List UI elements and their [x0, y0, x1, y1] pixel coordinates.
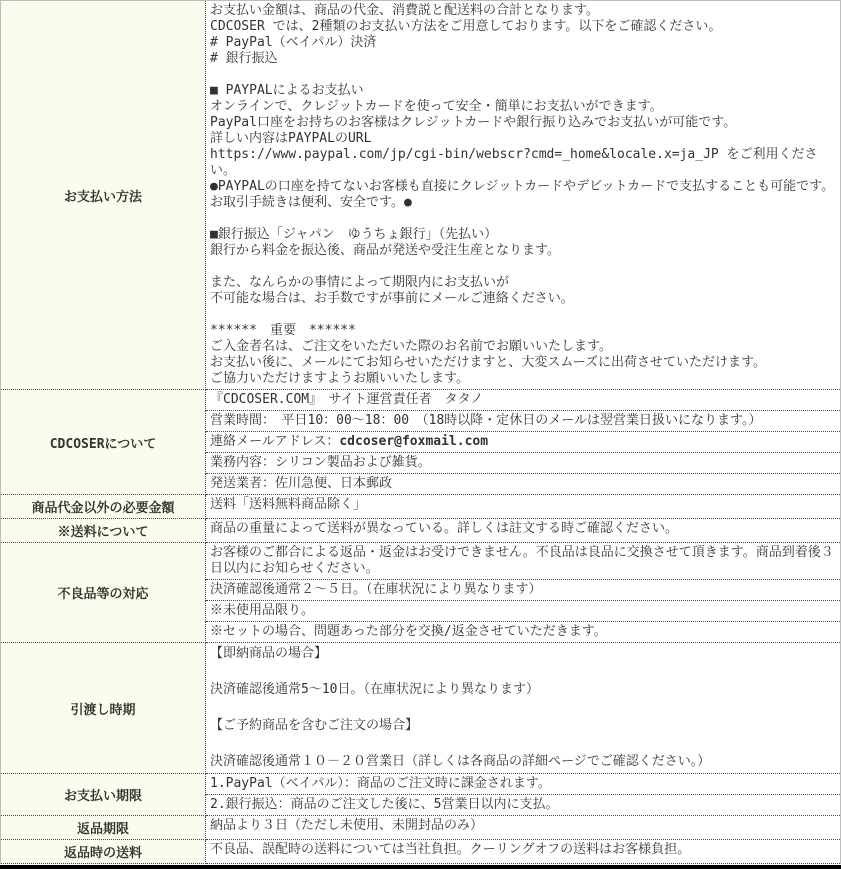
cell-defective-unused-only [206, 601, 841, 622]
text-line: 発送業者：佐川急便、日本郵政 [210, 476, 393, 491]
header-extra-fees: 商品代金以外の必要金額 [1, 495, 206, 519]
text-line: お支払い金額は、商品の代金、消費説と配送料の合計となります。 [210, 3, 599, 18]
text-line [210, 699, 836, 717]
cell-delivery-time [206, 643, 841, 774]
cell-defective-exchange-time [206, 580, 841, 601]
text-line: 銀行から料金を振込後、商品が発送や受注生産となります。 [210, 243, 560, 258]
cell-shipping-carriers [206, 474, 841, 495]
text-line: ご入金者名は、ご注文をいただいた際のお名前でお願いいたします。 [210, 339, 612, 354]
text-line [210, 211, 836, 227]
text-line: 不可能な場合は、お手数ですが事前にメールご連絡ください。 [210, 291, 574, 306]
cell-defective-set-policy [206, 622, 841, 643]
table-row [1, 816, 841, 840]
table-row [1, 1, 841, 390]
header-return-shipping: 返品時の送料 [1, 840, 206, 864]
text-line: 業務内容：シリコン製品および雑貨。 [210, 455, 431, 470]
cell-shipping-note [206, 519, 841, 543]
text-line: ※未使用品限り。 [210, 603, 315, 618]
text-line: ご協力いただけますようお願いいたします。 [210, 371, 469, 386]
text-line: 1.PayPal（ベイパル）：商品のご注文時に課金されます。 [210, 776, 551, 791]
text-line: 決済確認後通常5～10日。（在庫状況により異なります） [210, 682, 539, 697]
header-payment-deadline: お支払い期限 [1, 774, 206, 816]
contact-email-line [210, 434, 836, 450]
text-line: 送料「送料無料商品除く」 [210, 497, 367, 512]
text-line: 【ご予約商品を含むご注文の場合】 [210, 718, 419, 733]
text-line: 詳しい内容はPAYPALのURL [210, 131, 372, 146]
header-payment-method: お支払い方法 [1, 1, 206, 390]
cell-defective-policy [206, 543, 841, 580]
text-line: ■ PAYPALによるお支払い [210, 83, 364, 98]
text-line: お客様のご都合による返品・返金はお受けできません。不良品は良品に交換させて頂きます。商品到着後３日以内にお知らせください。 [210, 545, 834, 576]
text-line: # 銀行振込 [210, 51, 278, 66]
text-line: 商品の重量によって送料が異なっている。詳しくは註文する時ご確認ください。 [210, 521, 679, 536]
text-line [210, 307, 836, 323]
text-line: 決済確認後通常１０－２０営業日（詳しくは各商品の詳細ページでご確認ください。） [210, 754, 711, 769]
text-line: お支払い後に、メールにてお知らせいただけますと、大変スムーズに出荷させていただけます。 [210, 355, 767, 370]
text-line: 2.銀行振込：商品のご注文した後に、5営業日以内に支払。 [210, 797, 559, 812]
text-line [210, 735, 836, 753]
table-row [1, 495, 841, 519]
bottom-divider-bar [0, 865, 841, 869]
text-line: 『CDCOSER.COM』 サイト運営責任者 タタノ [210, 392, 484, 407]
header-delivery-time: 引渡し時期 [1, 643, 206, 774]
text-line [210, 259, 836, 275]
cell-payment-deadline-paypal [206, 774, 841, 795]
header-shipping-note: ※送料について [1, 519, 206, 543]
text-line [210, 663, 836, 681]
text-line: また、なんらかの事情によって期限内にお支払いが [210, 275, 510, 290]
header-return-deadline: 返品期限 [1, 816, 206, 840]
text-line: ■銀行振込「ジャパン ゆうちょ銀行」（先払い） [210, 227, 498, 242]
cell-payment-method [206, 1, 841, 390]
text-line: オンラインで、クレジットカードを使って安全・簡単にお支払いができます。 [210, 99, 663, 114]
table-row [1, 774, 841, 795]
table-row [1, 519, 841, 543]
email-address: cdcoser@foxmail.com [339, 434, 489, 449]
cell-business-content [206, 453, 841, 474]
cell-business-hours [206, 411, 841, 432]
text-line: PayPal口座をお持ちのお客様はクレジットカードや銀行振り込みでお支払いが可能です。 [210, 115, 737, 130]
text-line: 納品より３日（ただし未使用、未開封品のみ） [210, 818, 484, 833]
cell-return-deadline [206, 816, 841, 840]
text-line: CDCOSER では、2種類のお支払い方法をご用意しております。以下をご確認ください。 [210, 19, 722, 34]
table-row [1, 543, 841, 580]
table-row [1, 643, 841, 774]
text-line: 決済確認後通常２～５日。（在庫状況により異なります） [210, 582, 542, 597]
table-row [1, 390, 841, 411]
text-line: 【即納商品の場合】 [210, 646, 328, 661]
table-row [1, 840, 841, 864]
text-line [210, 67, 836, 83]
text-line: ※セットの場合、問題あった部分を交換/返金させていただきます。 [210, 624, 607, 639]
cell-extra-fees [206, 495, 841, 519]
text-line: # PayPal（ベイパル）決済 [210, 35, 377, 50]
text-line: お取引手続きは便利、安全です。● [210, 195, 412, 210]
text-line: ●PAYPALの口座を持てないお客様も直接にクレジットカードやデビットカードで支払することも可能です。 [210, 179, 835, 194]
header-defective-items: 不良品等の対応 [1, 543, 206, 643]
text-line: 不良品、誤配時の送料については当社負担。クーリングオフの送料はお客様負担。 [210, 842, 691, 857]
text-line: ****** 重要 ****** [210, 323, 356, 338]
cell-payment-deadline-bank [206, 795, 841, 816]
text-line: https://www.paypal.com/jp/cgi-bin/webscr?cmd=_home&locale.x=ja_JP をご利用ください。 [210, 147, 818, 178]
header-about-cdcoser: CDCOSERについて [1, 390, 206, 495]
text-line: 営業時間： 平日10：00～18：00 （18時以降・定休日のメールは翌営業日扱いになります。） [210, 413, 762, 428]
email-label: 連絡メールアドレス： [210, 434, 340, 449]
cell-site-operator [206, 390, 841, 411]
cell-return-shipping [206, 840, 841, 864]
cell-contact-email [206, 432, 841, 453]
